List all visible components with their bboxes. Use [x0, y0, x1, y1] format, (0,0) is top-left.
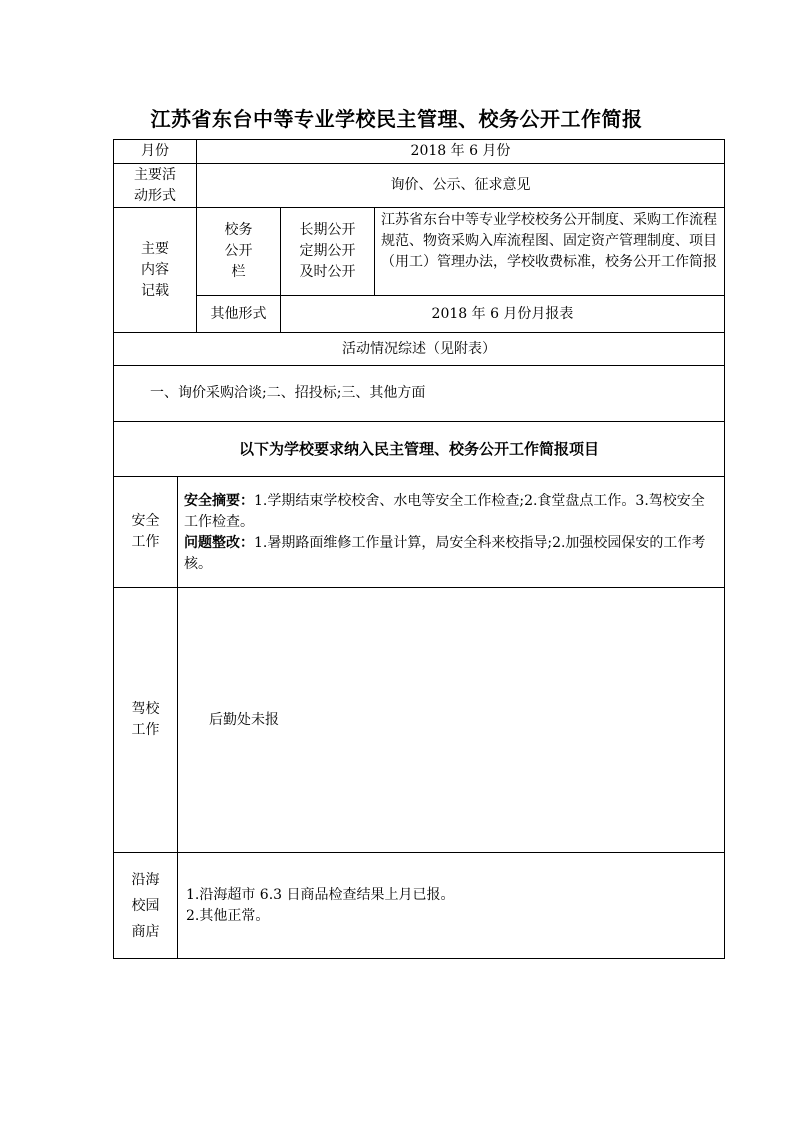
- safety-content-cell: [177, 476, 725, 588]
- activity-form-label: 主要活 动形式: [134, 166, 176, 204]
- shop-label: 沿海 校园 商店: [131, 871, 160, 940]
- safety-label-cell: [113, 476, 178, 588]
- main-content-label: 主要 内容 记载: [141, 240, 169, 299]
- driving-school-content-cell: [177, 587, 725, 853]
- other-form-label-cell: [196, 295, 281, 333]
- shop-line-1: 1.沿海超市 6.3 日商品检查结果上月已报。: [186, 886, 455, 903]
- activity-form-label-cell: [113, 163, 197, 208]
- document-title: 江苏省东台中等专业学校民主管理、校务公开工作简报: [150, 107, 643, 131]
- open-types: 长期公开 定期公开 及时公开: [299, 222, 356, 280]
- summary-label: 活动情况综述（见附表）: [342, 340, 496, 357]
- safety-label: 安全 工作: [131, 513, 160, 550]
- shop-content-cell: [177, 852, 725, 959]
- shop-line-2: 2.其他正常。: [186, 907, 270, 924]
- driving-school-label-cell: [113, 587, 178, 853]
- section-heading-cell: [113, 421, 725, 477]
- board-label-cell: [196, 207, 281, 296]
- board-items-cell: [374, 207, 725, 296]
- other-form-value-cell: [280, 295, 725, 333]
- safety-rectify-text: 1.暑期路面维修工作量计算，局安全科来校指导;2.加强校园保安的工作考核。: [184, 535, 706, 572]
- summary-text: 一、询价采购洽谈;二、招投标;三、其他方面: [150, 385, 426, 401]
- safety-summary: [184, 491, 718, 533]
- month-value-cell: [196, 139, 725, 164]
- safety-rectify-label: 问题整改：: [184, 535, 254, 551]
- board-label: 校务 公开 栏: [224, 222, 253, 280]
- safety-rectify: [184, 533, 718, 575]
- activity-form-value-cell: [196, 163, 725, 208]
- driving-school-text: 后勤处未报: [209, 711, 279, 728]
- month-value: 2018 年 6 月份: [410, 143, 511, 159]
- month-label: 月份: [141, 143, 169, 159]
- month-label-cell: [113, 139, 197, 164]
- summary-label-cell: [113, 332, 725, 366]
- section-heading: 以下为学校要求纳入民主管理、校务公开工作简报项目: [238, 439, 599, 458]
- shop-label-cell: [113, 852, 178, 959]
- other-form-label: 其他形式: [210, 305, 267, 322]
- board-items: 江苏省东台中等专业学校校务公开制度、采购工作流程规范、物资采购入库流程图、固定资产管理制度、项目（用工）管理办法，学校收费标准，校务公开工作简报: [381, 212, 717, 270]
- open-types-cell: [280, 207, 375, 296]
- activity-form-value: 询价、公示、征求意见: [390, 177, 531, 193]
- summary-text-cell: [113, 365, 725, 422]
- safety-summary-text: 1.学期结束学校校舍、水电等安全工作检查;2.食堂盘点工作。3.驾校安全工作检查。: [184, 493, 705, 530]
- main-content-label-cell: [113, 207, 197, 333]
- driving-school-label: 驾校 工作: [131, 701, 160, 738]
- safety-summary-label: 安全摘要：: [184, 493, 254, 509]
- shop-text: [186, 885, 455, 927]
- other-form-value: 2018 年 6 月份月报表: [431, 305, 574, 322]
